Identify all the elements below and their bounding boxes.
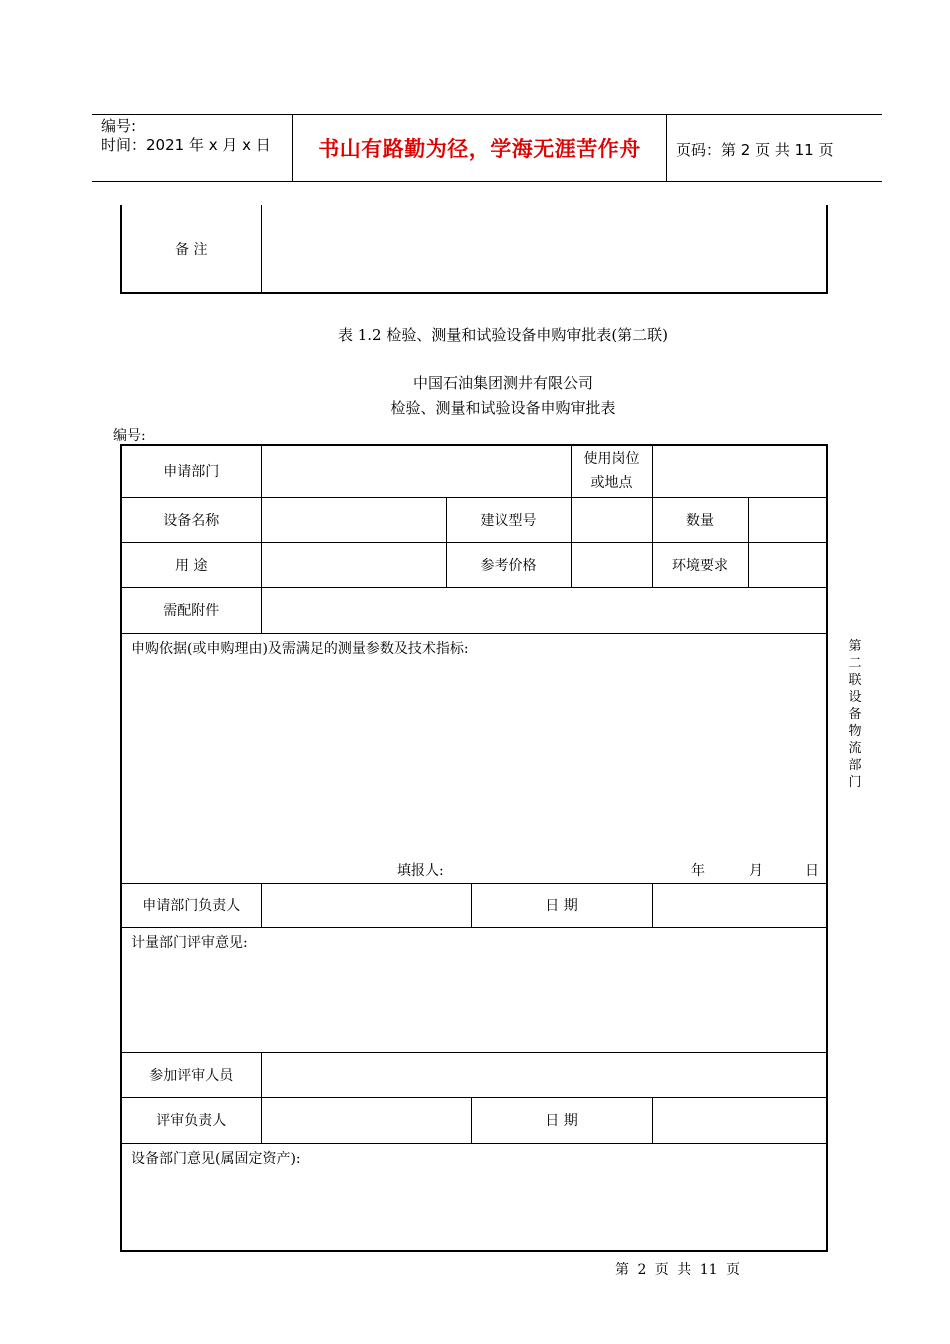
review-head-date-label: 日 期 [471, 1097, 652, 1143]
page-footer: 第 2 页 共 11 页 [615, 1262, 740, 1278]
header-page-info: 页码：第 2 页 共 11 页 [676, 141, 834, 159]
remarks-field[interactable] [261, 205, 827, 293]
equipment-name-field[interactable] [261, 497, 446, 542]
applying-dept-field[interactable] [261, 445, 571, 497]
review-head-date-field[interactable] [652, 1097, 827, 1143]
header-bottom-rule [92, 181, 882, 182]
year-label: 年 [691, 862, 705, 879]
quantity-label: 数量 [652, 497, 748, 542]
review-head-field[interactable] [261, 1097, 471, 1143]
suggested-model-label: 建议型号 [446, 497, 571, 542]
copy-side-label: 第二联设备物流部门 [848, 639, 862, 790]
metrology-opinion-section[interactable] [121, 927, 827, 1052]
month-label: 月 [749, 862, 763, 879]
usage-post-field[interactable] [652, 445, 827, 497]
remarks-table [120, 205, 828, 294]
dept-head-label: 申请部门负责人 [121, 883, 261, 927]
header-motto: 书山有路勤为径，学海无涯苦作舟 [318, 136, 641, 161]
dept-head-field[interactable] [261, 883, 471, 927]
review-head-label: 评审负责人 [121, 1097, 261, 1143]
review-members-label: 参加评审人员 [121, 1052, 261, 1097]
table-caption: 表 1.2 检验、测量和试验设备申购审批表(第二联) [337, 326, 669, 344]
header-top-rule [92, 114, 882, 115]
accessories-label: 需配附件 [121, 587, 261, 633]
equipment-dept-opinion-section[interactable] [121, 1143, 827, 1251]
environment-req-field[interactable] [748, 542, 827, 587]
remarks-label: 备 注 [121, 205, 261, 293]
applying-dept-label: 申请部门 [121, 445, 261, 497]
purchase-basis-section[interactable] [121, 633, 827, 883]
day-label: 日 [805, 862, 819, 879]
usage-post-label-line2: 或地点 [590, 475, 633, 492]
equipment-name-label: 设备名称 [121, 497, 261, 542]
suggested-model-field[interactable] [571, 497, 652, 542]
header-divider [666, 114, 667, 181]
form-title: 检验、测量和试验设备申购审批表 [390, 399, 616, 417]
reference-price-field[interactable] [571, 542, 652, 587]
usage-post-label [571, 445, 652, 497]
review-members-field[interactable] [261, 1052, 827, 1097]
purpose-field[interactable] [261, 542, 446, 587]
accessories-field[interactable] [261, 587, 827, 633]
purpose-label: 用 途 [121, 542, 261, 587]
company-name: 中国石油集团测井有限公司 [412, 374, 593, 392]
header-time: 时间：2021 年 x 月 x 日 [101, 136, 271, 154]
purchase-basis-label: 申购依据(或申购理由)及需满足的测量参数及技术指标: [131, 640, 469, 657]
reference-price-label: 参考价格 [446, 542, 571, 587]
usage-post-label-line1: 使用岗位 [583, 451, 640, 468]
header-number-label: 编号: [101, 117, 137, 135]
dept-head-date-label: 日 期 [471, 883, 652, 927]
dept-head-date-field[interactable] [652, 883, 827, 927]
filler-label: 填报人: [397, 862, 444, 879]
metrology-opinion-label: 计量部门评审意见: [131, 934, 248, 951]
environment-req-label: 环境要求 [652, 542, 748, 587]
equipment-dept-opinion-label: 设备部门意见(属固定资产): [131, 1150, 301, 1167]
application-form [120, 444, 828, 1252]
form-number-label: 编号: [113, 428, 146, 444]
quantity-field[interactable] [748, 497, 827, 542]
